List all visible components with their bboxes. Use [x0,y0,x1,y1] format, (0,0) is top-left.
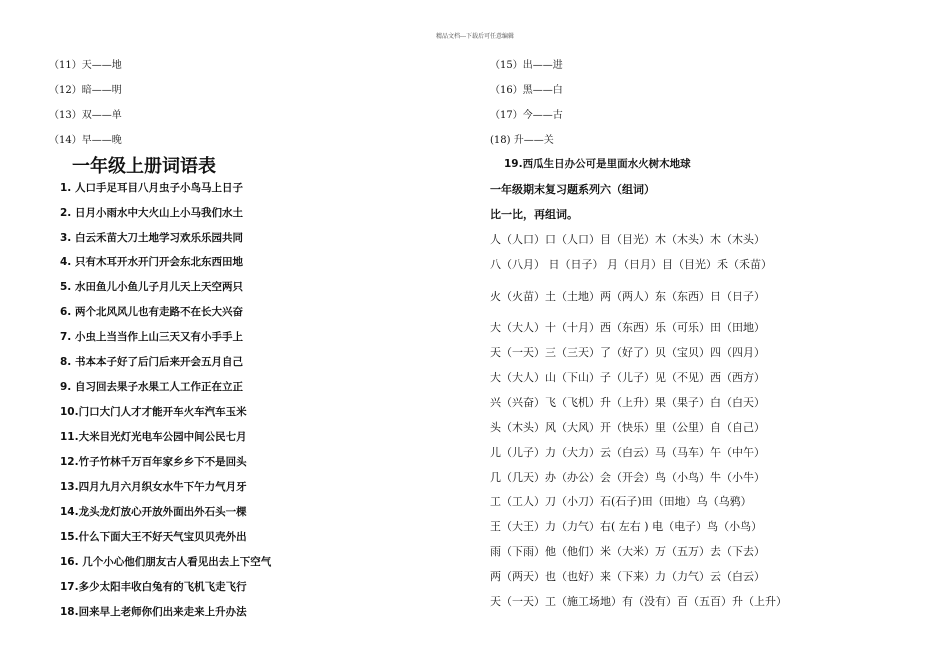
vocab-line: 6. 两个北风风儿也有走路不在长大兴奋 [60,306,243,318]
vocab-line: 11.大米目光灯光电车公园中间公民七月 [60,431,247,443]
antonym-pair: (18) 升——关 [490,135,554,146]
word-group-line: 头（木头）风（大风）开（快乐）里（公里）自（自己） [490,421,765,434]
vocab-line: 15.什么下面大王不好天气宝贝贝壳外出 [60,531,247,543]
section-subheading: 比一比，再组词。 [490,208,578,221]
vocab-line: 5. 水田鱼儿小鱼儿子月儿天上天空两只 [60,281,243,293]
vocab-line: 3. 白云禾苗大刀土地学习欢乐乐园共同 [60,232,243,244]
vocab-line: 18.回来早上老师你们出来走来上升办法 [60,606,247,618]
word-group-line: 几（几天）办（办公）会（开会）鸟（小鸟）牛（小牛） [490,471,765,484]
vocab-line: 16. 几个小心他们朋友古人看见出去上下空气 [60,556,272,568]
word-group-line: 工（工人）刀（小刀）石(石子)田（田地）乌（乌鸦） [490,495,752,508]
word-group-line: 兴（兴奋）飞（飞机）升（上升）果（果子）白（白天） [490,396,765,409]
word-group-line: 大（大人）十（十月）西（东西）乐（可乐）田（田地） [490,321,765,334]
antonym-pair: （15）出——进 [490,60,563,71]
vocab-line: 17.多少太阳丰收白兔有的飞机飞走飞行 [60,581,247,593]
vocab-line: 1. 人口手足耳目八月虫子小鸟马上日子 [60,182,243,194]
word-group-line: 大（大人）山（下山）子（儿子）见（不见）西（西方） [490,371,765,384]
word-group-line: 火（火苗）土（土地）两（两人）东（东西）日（日子） [490,290,765,303]
page-header: 精品文档---下载后可任意编辑 [435,33,515,40]
word-group-line: 雨（下雨）他（他们）米（大米）万（五万）去（下去） [490,545,765,558]
antonym-pair: （16）黑——白 [490,85,563,96]
word-group-line: 人（人口）口（人口）目（目光）木（木头）木（木头） [490,233,765,246]
vocab-line: 9. 自习回去果子水果工人工作正在立正 [60,381,243,393]
section-heading: 一年级期末复习题系列六（组词） [490,183,655,196]
antonym-pair: （11）天——地 [49,60,122,71]
vocab-line: 10.门口大门人才才能开车火车汽车玉米 [60,406,247,418]
vocab-line: 13.四月九月六月织女水牛下午力气月牙 [60,481,247,493]
word-group-line: 两（两天）也（也好）来（下来）力（力气）云（白云） [490,570,765,583]
word-group-line: 儿（儿子）力（大力）云（白云）马（马车）午（中午） [490,446,765,459]
vocab-line: 4. 只有木耳开水开门开会东北东西田地 [60,256,243,268]
page-title: 一年级上册词语表 [72,156,216,177]
vocab-line: 12.竹子竹林千万百年家乡乡下不是回头 [60,456,247,468]
vocab-line: 19.西瓜生日办公可是里面水火树木地球 [504,158,691,170]
antonym-pair: （17）今——古 [490,110,563,121]
word-group-line: 王（大王）力（力气）右( 左右 ) 电（电子）鸟（小鸟） [490,520,763,533]
word-group-line: 天（一天）三（三天）了（好了）贝（宝贝）四（四月） [490,346,765,359]
antonym-pair: （14）早——晚 [49,135,122,146]
word-group-line: 天（一天）工（施工场地）有（没有）百（五百）升（上升） [490,595,787,608]
word-group-line: 八（八月） 日（日子） 月（日月）目（目光）禾（禾苗） [490,258,772,271]
vocab-line: 14.龙头龙灯放心开放外面出外石头一棵 [60,506,247,518]
vocab-line: 2. 日月小雨水中大火山上小马我们水土 [60,207,243,219]
vocab-line: 7. 小虫上当当作上山三天又有小手手上 [60,331,243,343]
antonym-pair: （13）双——单 [49,110,122,121]
vocab-line: 8. 书本本子好了后门后来开会五月自己 [60,356,243,368]
antonym-pair: （12）暗——明 [49,85,122,96]
